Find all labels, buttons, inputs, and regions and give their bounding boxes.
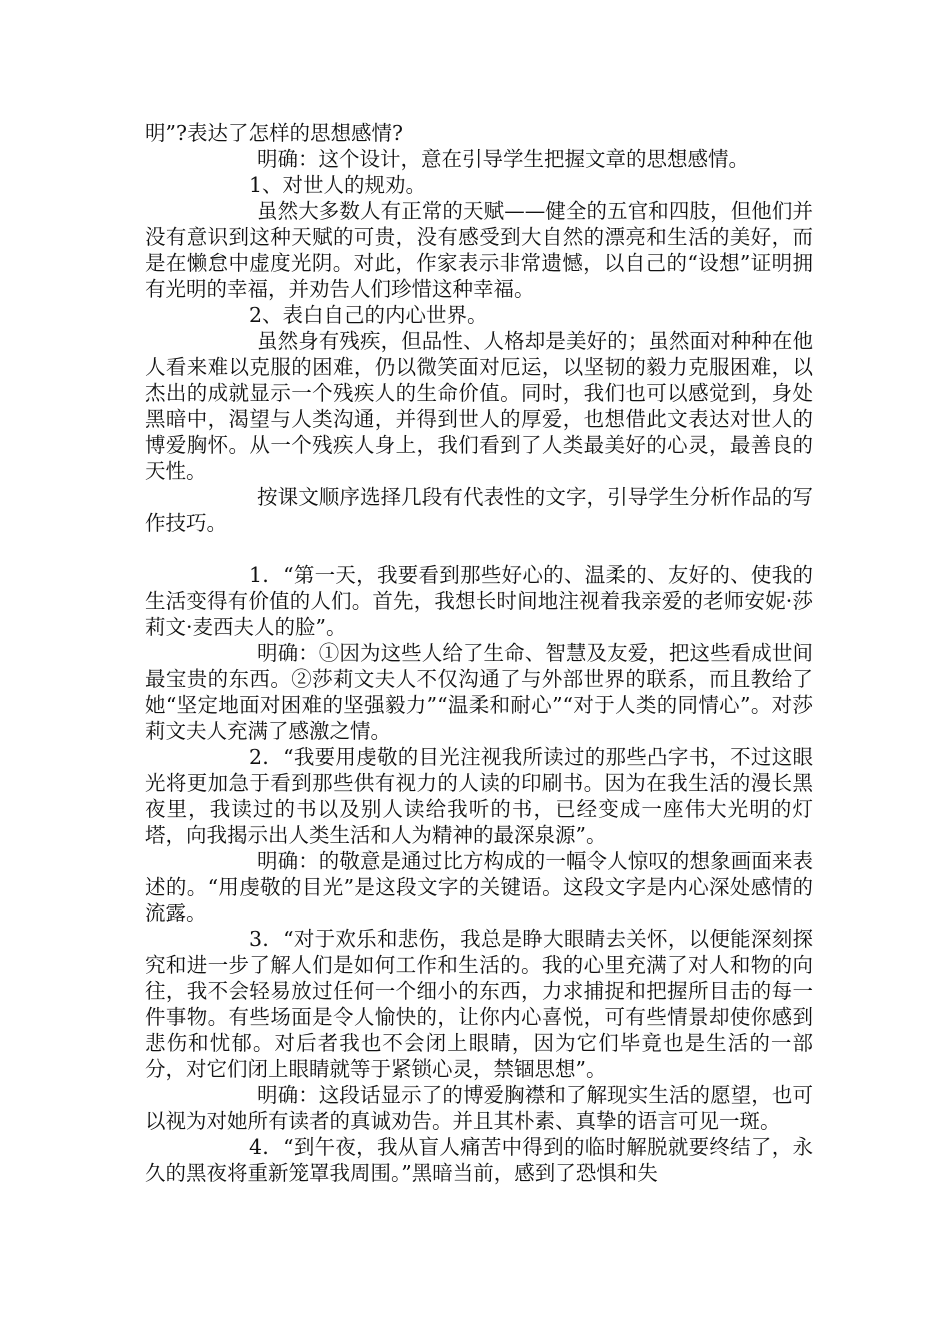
paragraph-answer-2: 明确：的敬意是通过比方构成的一幅令人惊叹的想象画面来表述的。“用虔敬的目光”是这段文字的关键语。这段文字是内心深处感情的流露。 xyxy=(145,849,813,925)
document-page xyxy=(145,120,813,1186)
paragraph-answer-1: 明确：①因为这些人给了生命、智慧及友爱，把这些看成世间最宝贵的东西。②莎莉文夫人不仅沟通了与外部世界的联系，而且教给了她“坚定地面对困难的坚强毅力”“温柔和耐心”“对于人类的同情心”。对莎莉文夫人充满了感激之情。 xyxy=(145,641,813,743)
paragraph-point-2-body: 虽然身有残疾，但品性、人格却是美好的；虽然面对种种在他人看来难以克服的困难，仍以微笑面对厄运，以坚韧的毅力克服困难，以杰出的成就显示一个残疾人的生命价值。同时，我们也可以感觉到，身处黑暗中，渴望与人类沟通，并得到世人的厚爱，也想借此文表达对世人的博爱胸怀。从一个残疾人身上，我们看到了人类最美好的心灵，最善良的天性。 xyxy=(145,329,813,483)
blank-line xyxy=(145,536,813,562)
paragraph-point-2-heading: 2、表白自己的内心世界。 xyxy=(249,303,488,327)
paragraph-answer-3: 明确：这段话显示了的博爱胸襟和了解现实生活的愿望，也可以视为对她所有读者的真诚劝告。并且其朴素、真挚的语言可见一斑。 xyxy=(145,1083,813,1133)
paragraph-quote-1: 1．“第一天，我要看到那些好心的、温柔的、友好的、使我的生活变得有价值的人们。首先，我想长时间地注视着我亲爱的老师安妮·莎莉文·麦西夫人的脸”。 xyxy=(145,563,813,639)
paragraph-point-1-heading: 1、对世人的规劝。 xyxy=(249,173,427,197)
paragraph-quote-3: 3．“对于欢乐和悲伤，我总是睁大眼睛去关怀，以便能深刻探究和进一步了解人们是如何工作和生活的。我的心里充满了对人和物的向往，我不会轻易放过任何一个细小的东西，力求捕捉和把握所目击的每一件事物。有些场面是令人愉快的，让你内心喜悦，可有些情景却使你感到悲伤和忧郁。对后者我也不会闭上眼睛，因为它们毕竟也是生活的一部分，对它们闭上眼睛就等于紧锁心灵，禁锢思想”。 xyxy=(145,927,813,1081)
paragraph-quote-2: 2．“我要用虔敬的目光注视我所读过的那些凸字书，不过这眼光将更加急于看到那些供有视力的人读的印刷书。因为在我生活的漫长黑夜里，我读过的书以及别人读给我听的书，已经变成一座伟大光明的灯塔，向我揭示出人类生活和人为精神的最深泉源”。 xyxy=(145,745,813,847)
paragraph-quote-4: 4．“到午夜，我从盲人痛苦中得到的临时解脱就要终结了，永久的黑夜将重新笼罩我周围。”黑暗当前，感到了恐惧和失 xyxy=(145,1135,813,1185)
paragraph-answer-intro: 明确：这个设计，意在引导学生把握文章的思想感情。 xyxy=(257,147,749,171)
paragraph-point-1-body: 虽然大多数人有正常的天赋——健全的五官和四肢，但他们并没有意识到这种天赋的可贵，没有感受到大自然的漂亮和生活的美好，而是在懒怠中虚度光阴。对此，作家表示非常遗憾，以自己的“设想”证明拥有光明的幸福，并劝告人们珍惜这种幸福。 xyxy=(145,199,813,301)
paragraph-technique-intro: 按课文顺序选择几段有代表性的文字，引导学生分析作品的写作技巧。 xyxy=(145,485,813,535)
paragraph-question-end: 明”?表达了怎样的思想感情? xyxy=(145,121,403,145)
